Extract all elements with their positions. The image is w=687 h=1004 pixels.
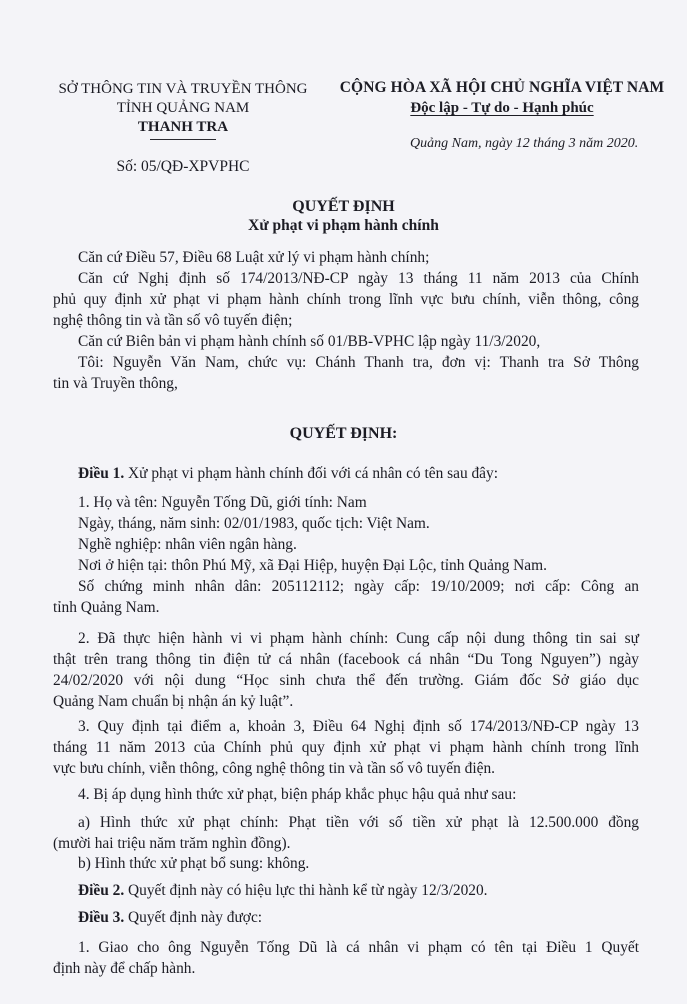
violator-address: Nơi ở hiện tại: thôn Phú Mỹ, xã Đại Hiệp, huyện Đại Lộc, tỉnh Quảng Nam. (78, 557, 547, 574)
preamble-line: phủ quy định xử phạt vi phạm hành chính trong lĩnh vực bưu chính, viễn thông, công (53, 291, 639, 308)
preamble (53, 247, 639, 394)
country-name: CỘNG HÒA XÃ HỘI CHỦ NGHĨA VIỆT NAM (339, 79, 665, 96)
regulation-line: tháng 11 năm 2013 của Chính phủ quy định xử phạt vi phạm hành chính trong lĩnh (53, 739, 639, 756)
penalty-intro (53, 784, 639, 805)
article-3-label: Điều 3. (78, 909, 125, 926)
article-2-heading (53, 880, 639, 901)
document-title: QUYẾT ĐỊNH (292, 198, 395, 215)
national-header-block (328, 78, 676, 118)
violation-line: Quảng Nam chuẩn bị nhận án kỷ luật”. (53, 693, 294, 710)
agency-line-1: SỞ THÔNG TIN VÀ TRUYỀN THÔNG (58, 81, 308, 97)
unit-underline (150, 139, 216, 140)
article-3-text: Quyết định này được: (124, 909, 263, 926)
preamble-line: Căn cứ Điều 57, Điều 68 Luật xử lý vi phạm hành chính; (78, 249, 430, 266)
article-3 (53, 907, 639, 928)
agency-line-2: TỈNH QUẢNG NAM (116, 100, 250, 116)
article-2 (53, 880, 639, 901)
preamble-line: nghệ thông tin và tần số vô tuyến điện; (53, 312, 293, 329)
regulation-reference (53, 716, 639, 779)
article-1 (53, 463, 639, 484)
preamble-line: Căn cứ Nghị định số 174/2013/NĐ-CP ngày 13 tháng 11 năm 2013 của Chính (78, 270, 639, 287)
penalty-main (53, 812, 639, 854)
violator-info (53, 492, 639, 618)
penalty-main-line: (mười hai triệu năm trăm nghìn đồng). (53, 835, 291, 852)
violator-name: 1. Họ và tên: Nguyễn Tống Dũ, giới tính: Nam (78, 494, 367, 511)
preamble-line: tin và Truyền thông, (53, 375, 178, 392)
article-1-label: Điều 1. (78, 465, 125, 482)
national-motto: Độc lập - Tự do - Hạnh phúc (410, 100, 594, 116)
article-1-text: Xử phạt vi phạm hành chính đối với cá nhân có tên sau đây: (124, 465, 498, 482)
preamble-line: Tôi: Nguyễn Văn Nam, chức vụ: Chánh Thanh tra, đơn vị: Thanh tra Sở Thông (78, 354, 639, 371)
violator-dob: Ngày, tháng, năm sinh: 02/01/1983, quốc tịch: Việt Nam. (78, 515, 430, 532)
article-3-item-line: 1. Giao cho ông Nguyễn Tống Dũ là cá nhân vi phạm có tên tại Điều 1 Quyết (78, 939, 639, 956)
regulation-line: 3. Quy định tại điểm a, khoản 3, Điều 64 Nghị định số 174/2013/NĐ-CP ngày 13 (78, 718, 639, 735)
penalty-extra (53, 853, 639, 874)
document-subtitle: Xử phạt vi phạm hành chính (248, 217, 439, 234)
preamble-line: Căn cứ Biên bản vi phạm hành chính số 01/BB-VPHC lập ngày 11/3/2020, (78, 333, 541, 350)
penalty-intro-text: 4. Bị áp dụng hình thức xử phạt, biện pháp khắc phục hậu quả như sau: (78, 786, 517, 803)
article-2-label: Điều 2. (78, 882, 125, 899)
violation-line: thật trên trang thông tin điện tử cá nhân (facebook cá nhân “Du Tong Nguyen”) ngày (53, 651, 639, 668)
violator-id-cont: tỉnh Quảng Nam. (53, 599, 160, 616)
violator-occupation: Nghề nghiệp: nhân viên ngân hàng. (78, 536, 297, 553)
article-3-items (53, 937, 639, 979)
violation-description (53, 628, 639, 712)
article-3-item-line: định này để chấp hành. (53, 960, 196, 977)
article-3-heading (53, 907, 639, 928)
place-date: Quảng Nam, ngày 12 tháng 3 năm 2020. (410, 136, 639, 151)
violation-line: 24/02/2020 với nội dung “Học sinh chưa thể đến trường. Giám đốc Sở giáo dục (53, 672, 639, 689)
document-number: Số: 05/QĐ-XPVPHC (116, 158, 250, 175)
violator-id: Số chứng minh nhân dân: 205112112; ngày cấp: 19/10/2009; nơi cấp: Công an (78, 578, 639, 595)
article-2-text: Quyết định này có hiệu lực thi hành kể từ ngày 12/3/2020. (124, 882, 488, 899)
penalty-main-line: a) Hình thức xử phạt chính: Phạt tiền với số tiền xử phạt là 12.500.000 đồng (78, 814, 639, 831)
issuing-agency-block (48, 80, 318, 176)
violation-line: 2. Đã thực hiện hành vi vi phạm hành chính: Cung cấp nội dung thông tin sai sự (78, 630, 639, 647)
article-1-heading (53, 463, 639, 484)
issuing-unit: THANH TRA (137, 119, 229, 135)
penalty-extra-text: b) Hình thức xử phạt bổ sung: không. (78, 855, 310, 872)
decision-heading: QUYẾT ĐỊNH: (289, 425, 398, 442)
regulation-line: vực bưu chính, viễn thông, công nghệ thông tin và tần số vô tuyến điện. (53, 760, 495, 777)
